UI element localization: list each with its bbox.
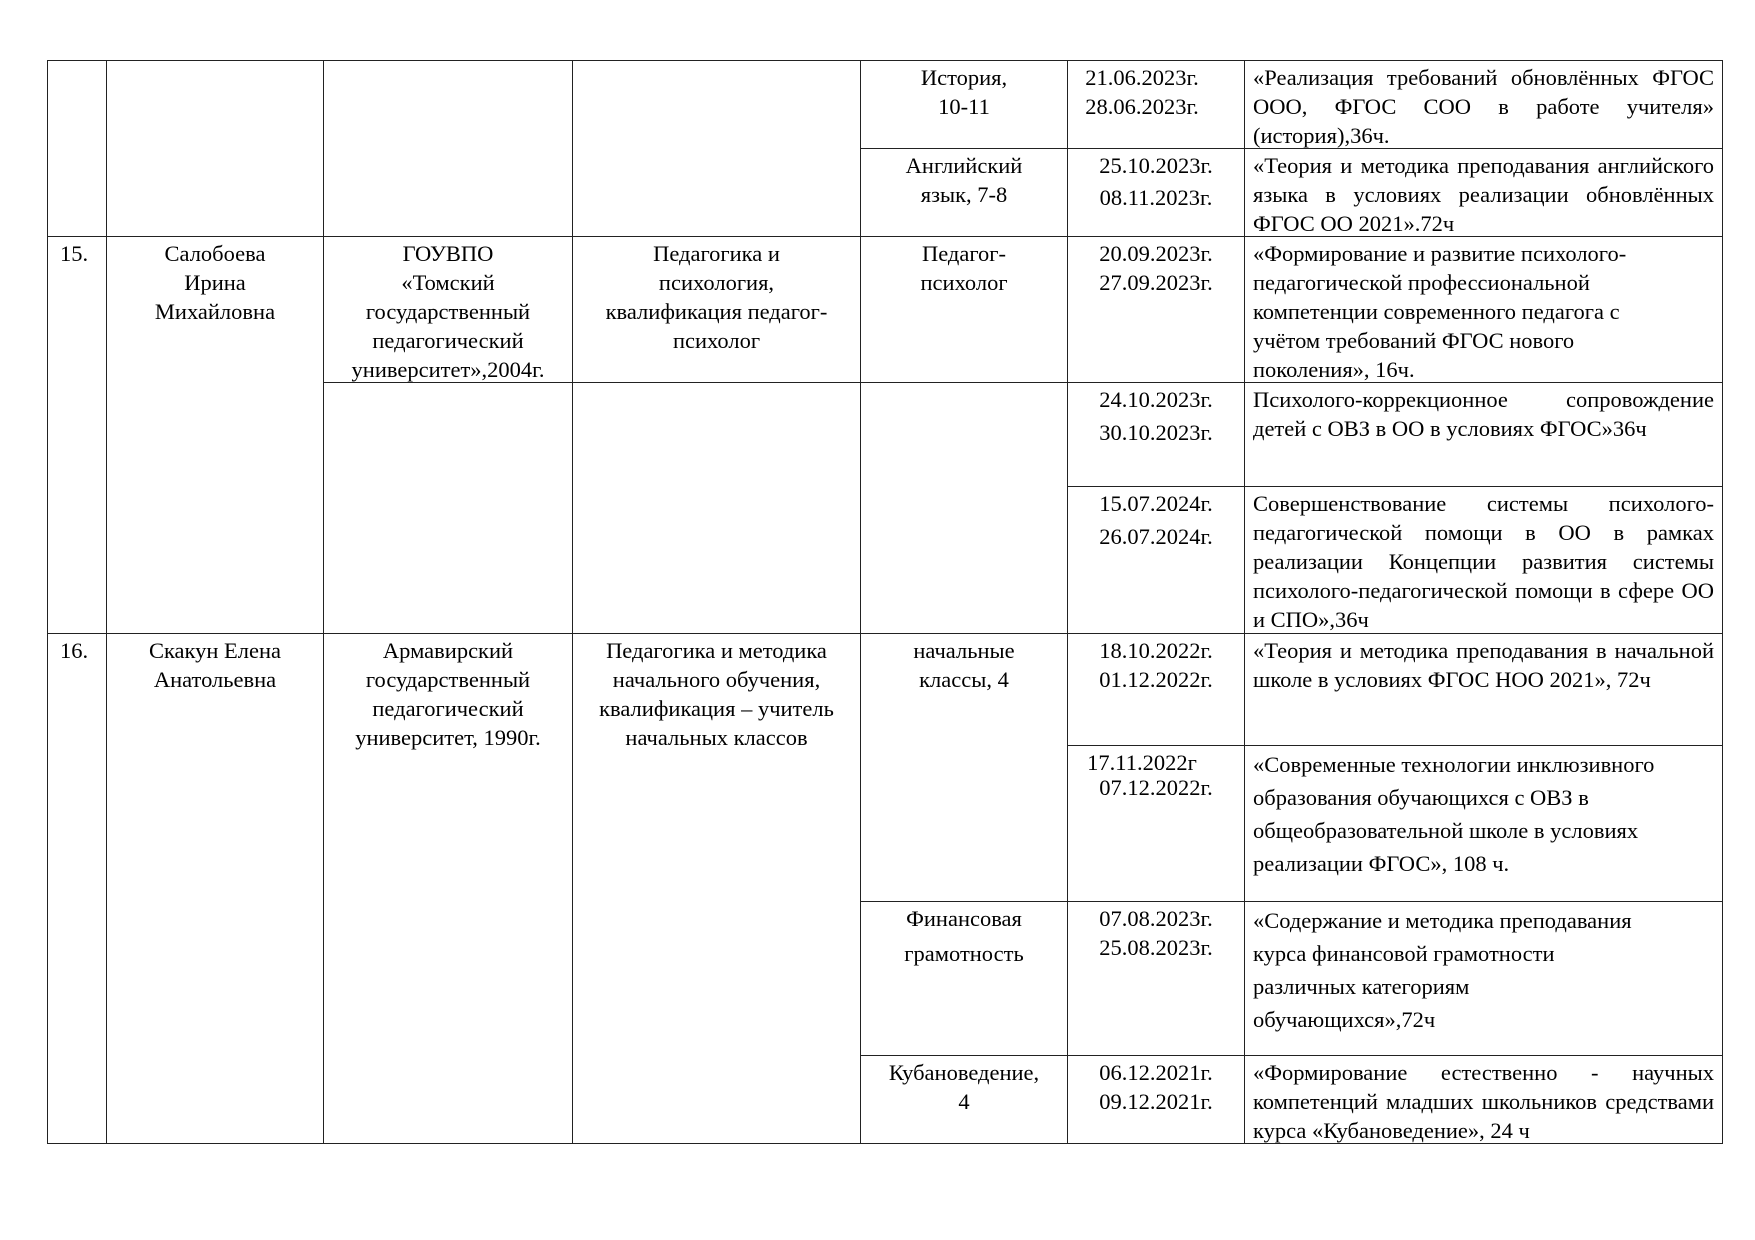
r16-primary-course1-dates: 18.10.2022г. 01.12.2022г. (1067, 633, 1245, 746)
r14-english-dates: 25.10.2023г. 08.11.2023г. (1067, 148, 1245, 237)
r15-course2-text: Психолого-коррекционное сопровождение детей с ОВЗ в ОО в условиях ФГОС»36ч (1244, 382, 1723, 487)
r15-course1-text: «Формирование и развитие психолого- педагогической профессиональной компетенции современного педагога с учётом требований ФГОС нового поколения», 16ч. (1244, 236, 1723, 383)
r15-course1-dates: 20.09.2023г. 27.09.2023г. (1067, 236, 1245, 383)
r15-education: ГОУВПО «Томский государственный педагогический университет»,2004г. (323, 236, 573, 383)
r14-specialty-cell (572, 60, 861, 237)
r15-subject: Педагог- психолог (860, 236, 1068, 383)
r15-specialty: Педагогика и психология, квалификация педагог- психолог (572, 236, 861, 383)
r16-specialty: Педагогика и методика начального обучения, квалификация – учитель начальных классов (572, 633, 861, 1144)
r15-education-blank (323, 382, 573, 634)
r16-kuban-dates: 06.12.2021г. 09.12.2021г. (1067, 1055, 1245, 1144)
r16-finance-text: «Содержание и методика преподавания курса финансовой грамотности различных категориям обучающихся»,72ч (1244, 901, 1723, 1056)
r15-specialty-blank (572, 382, 861, 634)
r16-primary-subject: начальные классы, 4 (860, 633, 1068, 902)
r16-primary-course2-text: «Современные технологии инклюзивного образования обучающихся с ОВЗ в общеобразовательной школе в условиях реализации ФГОС», 108 ч. (1244, 745, 1723, 902)
r14-num-cell (47, 60, 107, 237)
r15-course3-dates: 15.07.2024г. 26.07.2024г. (1067, 486, 1245, 634)
r15-course3-text: Совершенствование системы психолого-педагогической помощи в ОО в рамках реализации Концепции развития системы психолого-педагогической помощи в сфере ОО и СПО»,36ч (1244, 486, 1723, 634)
r16-kuban-text: «Формирование естественно - научных компетенций младших школьников средствами курса «Кубановедение», 24 ч (1244, 1055, 1723, 1144)
r16-name: Скакун Елена Анатольевна (106, 633, 324, 1144)
r14-history-course: «Реализация требований обновлённых ФГОС ООО, ФГОС СОО в работе учителя» (история),36ч. (1244, 60, 1723, 149)
r14-history-dates: 21.06.2023г. 28.06.2023г. (1067, 60, 1245, 149)
r16-primary-course1-text: «Теория и методика преподавания в начальной школе в условиях ФГОС НОО 2021», 72ч (1244, 633, 1723, 746)
r16-education: Армавирский государственный педагогический университет, 1990г. (323, 633, 573, 1144)
r16-kuban-subject: Кубановедение, 4 (860, 1055, 1068, 1144)
r16-num: 16. (47, 633, 107, 1144)
r15-num: 15. (47, 236, 107, 634)
r15-name: Салобоева Ирина Михайловна (106, 236, 324, 634)
r16-finance-subject: Финансовая грамотность (860, 901, 1068, 1056)
r16-finance-dates: 07.08.2023г. 25.08.2023г. (1067, 901, 1245, 1056)
r14-english-course: «Теория и методика преподавания английского языка в условиях реализации обновлённых ФГОС ОО 2021».72ч (1244, 148, 1723, 237)
r16-primary-course2-dates: 17.11.2022г 07.12.2022г. (1067, 745, 1245, 902)
r15-course2-dates: 24.10.2023г. 30.10.2023г. (1067, 382, 1245, 487)
r14-education-cell (323, 60, 573, 237)
r14-english-subject: Английский язык, 7-8 (860, 148, 1068, 237)
r14-history-subject: История, 10-11 (860, 60, 1068, 149)
r14-name-cell (106, 60, 324, 237)
r15-subject-blank (860, 382, 1068, 634)
